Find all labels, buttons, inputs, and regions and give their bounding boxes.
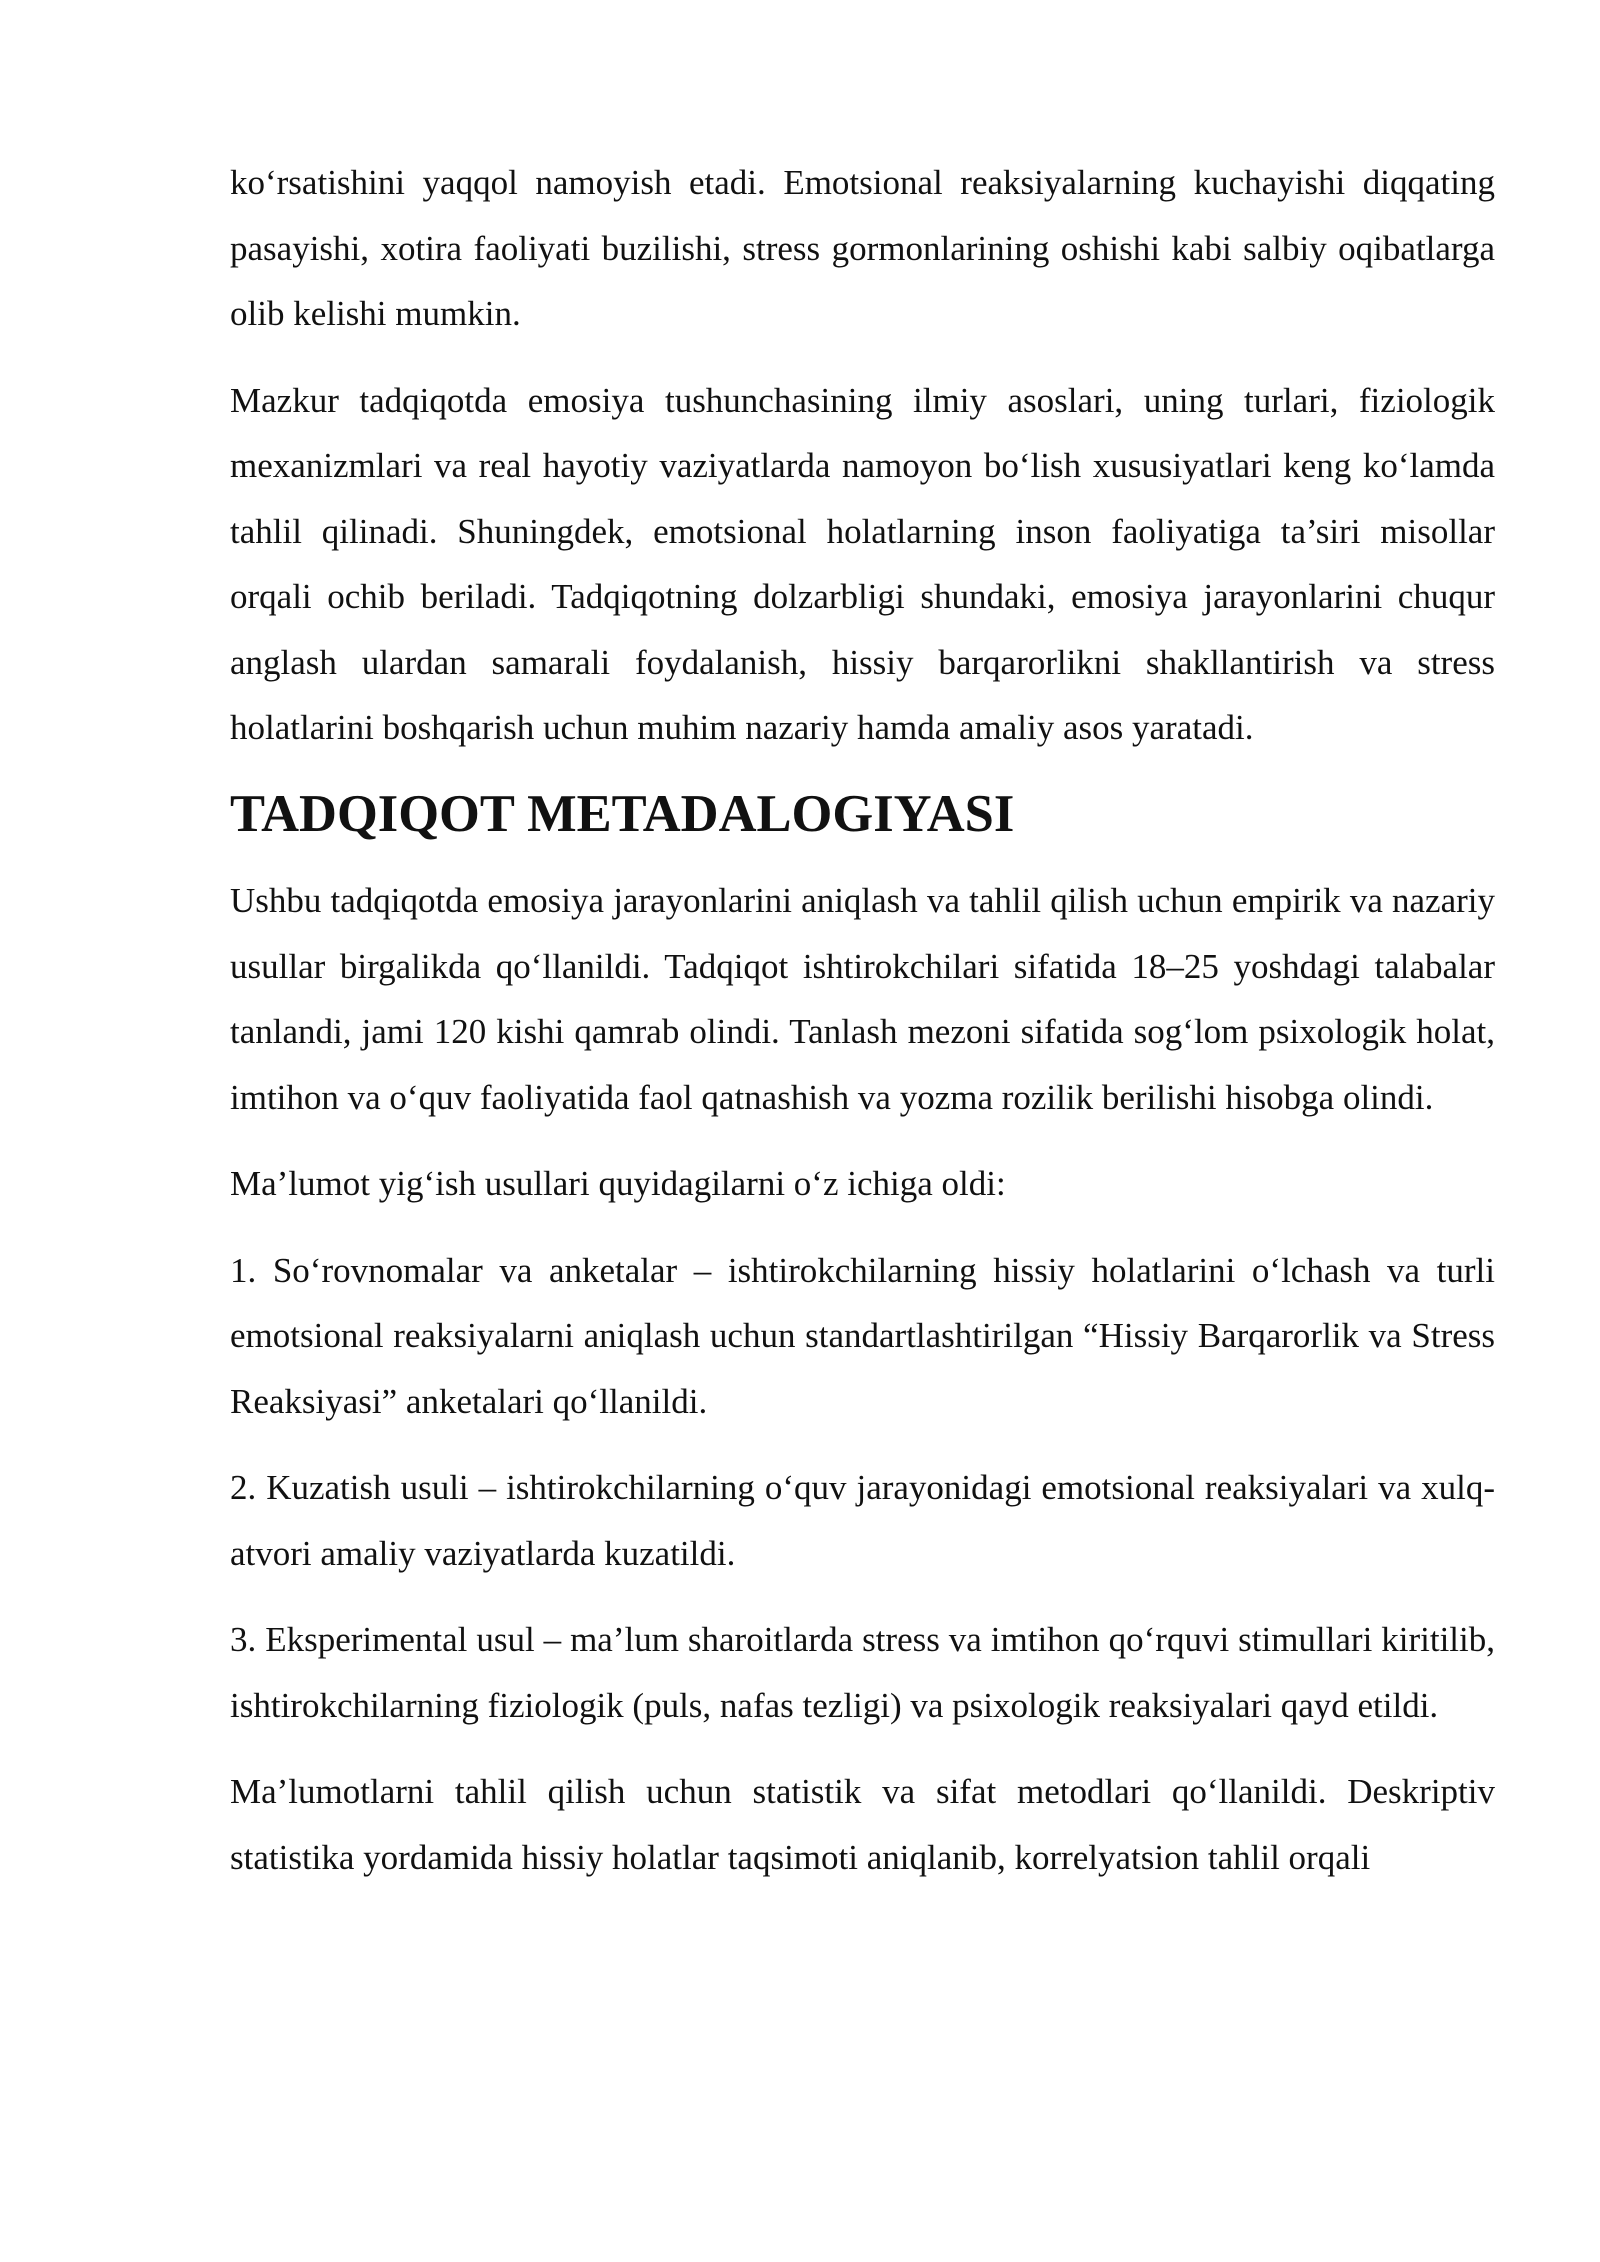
document-page [230,150,1495,1911]
paragraph-participants: Ushbu tadqiqotda emosiya jarayonlarini aniqlash va tahlil qilish uchun empirik va nazariy usullar birgalikda qo‘llanildi. Tadqiqot ishtirokchilari sifatida 18–25 yoshdagi talabalar tanlandi, jami 120 kishi qamrab olindi. Tanlash mezoni sifatida sog‘lom psixologik holat, imtihon va o‘quv faoliyatida faol qatnashish va yozma rozilik berilishi hisobga olindi. [230,881,1495,1117]
paragraph-analysis-methods: Ma’lumotlarni tahlil qilish uchun statistik va sifat metodlari qo‘llanildi. Deskriptiv statistika yordamida hissiy holatlar taqsimoti aniqlanib, korrelyatsion tahlil orqali [230,1772,1495,1877]
paragraph-research-relevance: Mazkur tadqiqotda emosiya tushunchasining ilmiy asoslari, uning turlari, fiziologik mexanizmlari va real hayotiy vaziyatlarda namoyon bo‘lish xususiyatlari keng ko‘lamda tahlil qilinadi. Shuningdek, emotsional holatlarning inson faoliyatiga ta’siri misollar orqali ochib beriladi. Tadqiqotning dolzarbligi shundaki, emosiya jarayonlarini chuqur anglash ulardan samarali foydalanish, hissiy barqarorlikni shakllantirish va stress holatlarini boshqarish uchun muhim nazariy hamda amaliy asos yaratadi. [230,380,1495,747]
section-heading-methodology: TADQIQOT METADALOGIYASI [230,784,1015,843]
list-item-observation: 2. Kuzatish usuli – ishtirokchilarning o‘quv jarayonidagi emotsional reaksiyalari va xulq-atvori amaliy vaziyatlarda kuzatildi. [230,1468,1495,1573]
list-item-experimental: 3. Eksperimental usul – ma’lum sharoitlarda stress va imtihon qo‘rquvi stimullari kiritilib, ishtirokchilarning fiziologik (puls, nafas tezligi) va psixologik reaksiyalari qayd etildi. [230,1620,1495,1725]
paragraph-data-collection-intro: Ma’lumot yig‘ish usullari quyidagilarni o‘z ichiga oldi: [230,1164,1006,1203]
list-item-surveys: 1. So‘rovnomalar va anketalar – ishtirokchilarning hissiy holatlarini o‘lchash va turli emotsional reaksiyalarni aniqlash uchun standartlashtirilgan “Hissiy Barqarorlik va Stress Reaksiyasi” anketalari qo‘llanildi. [230,1250,1495,1421]
paragraph-emotional-consequences: ko‘rsatishini yaqqol namoyish etadi. Emotsional reaksiyalarning kuchayishi diqqating pasayishi, xotira faoliyati buzilishi, stress gormonlarining oshishi kabi salbiy oqibatlarga olib kelishi mumkin. [230,163,1495,333]
